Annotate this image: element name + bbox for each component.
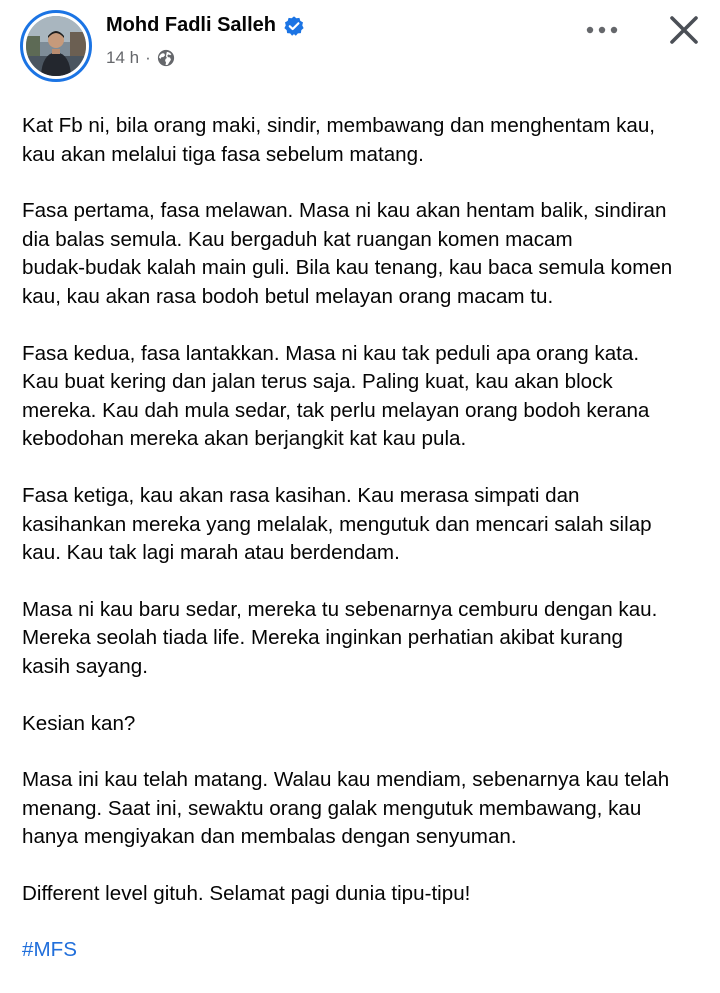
post-paragraph: Masa ni kau baru sedar, mereka tu sebenarnya cemburu dengan kau. Mereka seolah tiada life. Mereka inginkan perhatian akibat kurang kasih sayang.	[22, 597, 658, 678]
post-header	[0, 0, 720, 100]
hashtag-link[interactable]: #MFS	[22, 938, 77, 962]
close-icon[interactable]	[668, 14, 700, 46]
meta-separator: ·	[145, 48, 151, 67]
author-name[interactable]: Mohd Fadli Salleh	[106, 14, 277, 36]
post-paragraph: Fasa pertama, fasa melawan. Masa ni kau akan hentam balik, sindiran dia balas semula. Kau bergaduh kat ruangan komen macam budak-budak kalah main guli. Bila kau tenang, kau baca semula komen kau, kau akan rasa bodoh betul melayan orang macam tu.	[22, 199, 673, 308]
avatar[interactable]	[20, 10, 92, 82]
avatar-photo	[26, 16, 86, 76]
more-options-icon[interactable]	[584, 20, 620, 40]
post-meta	[106, 47, 175, 69]
globe-icon	[157, 49, 175, 67]
post-paragraph: Masa ini kau telah matang. Walau kau mendiam, sebenarnya kau telah menang. Saat ini, sewaktu orang galak mengutuk membawang, kau hanya mengiyakan dan membalas dengan senyuman.	[22, 768, 670, 849]
post-body	[22, 112, 712, 993]
post-paragraph: Kesian kan?	[22, 711, 136, 735]
post-paragraph	[22, 936, 712, 965]
post-paragraph: Fasa ketiga, kau akan rasa kasihan. Kau merasa simpati dan kasihankan mereka yang melalak, mengutuk dan mencari salah silap kau. Kau tak lagi marah atau berdendam.	[22, 483, 652, 565]
post-time[interactable]: 14 h	[106, 48, 140, 67]
post-paragraph: Fasa kedua, fasa lantakkan. Masa ni kau tak peduli apa orang kata. Kau buat kering dan jalan terus saja. Paling kuat, kau akan block mereka. Kau dah mula sedar, tak perlu melayan orang bodoh kerana kebodohan mereka akan berjangkit kat kau pula.	[22, 341, 650, 451]
post-paragraph: Kat Fb ni, bila orang maki, sindir, membawang dan menghentam kau, kau akan melalui tiga fasa sebelum matang.	[22, 114, 656, 166]
post-paragraph: Different level gituh. Selamat pagi dunia tipu-tipu!	[22, 881, 471, 905]
verified-badge-icon	[283, 15, 305, 37]
